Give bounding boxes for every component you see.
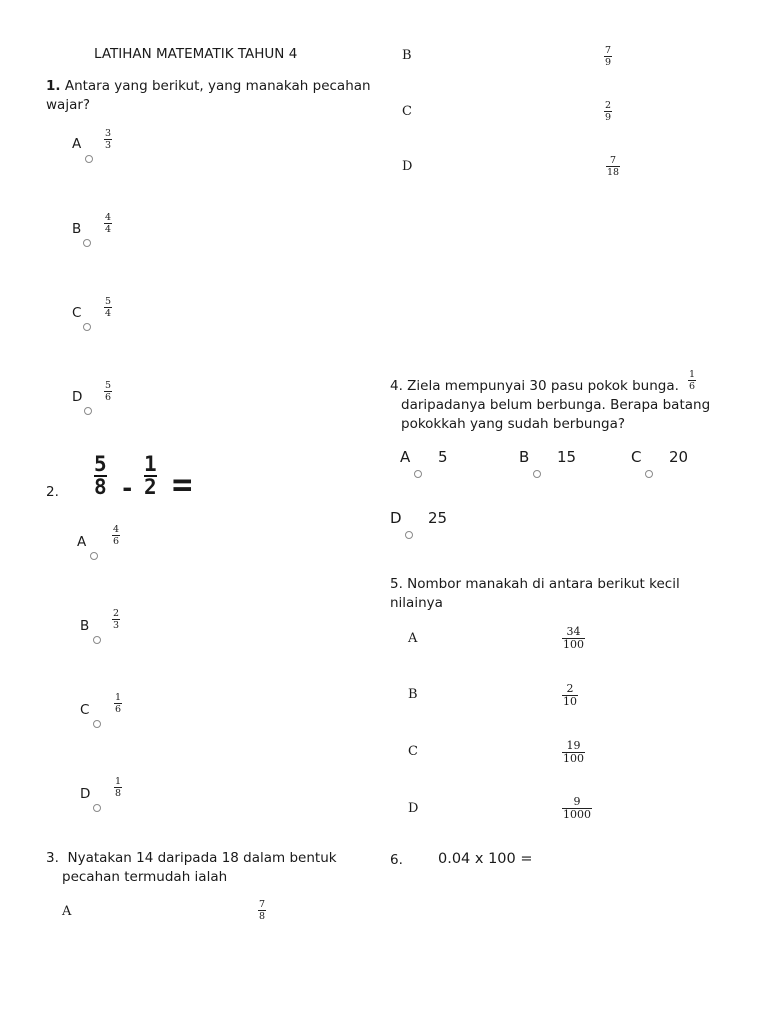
denominator: 6 <box>689 381 696 392</box>
question-6-expression: 0.04 x 100 = <box>438 851 533 867</box>
denominator: 8 <box>94 475 107 499</box>
q1-option-c-letter: C <box>72 305 82 321</box>
q1-option-d-letter: D <box>72 389 83 405</box>
q1-option-a-letter: A <box>72 136 82 152</box>
numerator: 7 <box>259 899 266 910</box>
question-3-text-line1 <box>46 849 337 868</box>
denominator: 4 <box>105 224 112 235</box>
q2-option-b-radio[interactable] <box>93 636 101 644</box>
q4-option-d-radio[interactable] <box>405 531 413 539</box>
q2-option-d-radio[interactable] <box>93 804 101 812</box>
q2-option-c-letter: C <box>80 702 90 718</box>
numerator: 2 <box>566 682 574 695</box>
q3-option-c-letter: C <box>402 104 412 119</box>
question-1-number: 1. <box>46 78 61 94</box>
q4-option-a-radio[interactable] <box>414 470 422 478</box>
q5-option-b-fraction <box>562 684 578 707</box>
numerator: 1 <box>115 776 122 787</box>
denominator: 6 <box>113 536 120 547</box>
denominator: 100 <box>563 638 584 651</box>
q2-option-d-letter: D <box>80 786 91 802</box>
q5-option-a-letter: A <box>408 631 418 646</box>
question-4-text-line1: 4. Ziela mempunyai 30 pasu pokok bunga. <box>390 378 679 394</box>
denominator: 9 <box>605 112 612 123</box>
q4-option-c-letter: C <box>631 448 642 466</box>
q4-option-c-radio[interactable] <box>645 470 653 478</box>
question-3-text-line2: pecahan termudah ialah <box>62 869 228 885</box>
question-4-text-line3: pokokkah yang sudah berbunga? <box>401 416 626 432</box>
numerator: 5 <box>105 380 112 391</box>
question-1-text: Antara yang berikut, yang manakah pecahan <box>64 78 371 94</box>
numerator: 4 <box>113 524 120 535</box>
q2-expression-minus: - <box>120 474 135 502</box>
q2-option-b-fraction <box>112 609 120 630</box>
q2-option-a-fraction <box>112 525 120 546</box>
q4-option-c-value: 20 <box>669 448 689 466</box>
denominator: 9 <box>605 57 612 68</box>
q1-option-d-radio[interactable] <box>84 407 92 415</box>
numerator: 4 <box>105 212 112 223</box>
q4-option-b-radio[interactable] <box>533 470 541 478</box>
denominator: 3 <box>113 620 120 631</box>
q5-option-b-letter: B <box>408 687 418 702</box>
q1-option-b-fraction <box>104 213 112 234</box>
question-3-number: 3. <box>46 850 59 866</box>
numerator: 3 <box>105 128 112 139</box>
numerator: 2 <box>113 608 120 619</box>
question-1-text-line2: wajar? <box>46 97 91 113</box>
q2-option-b-letter: B <box>80 618 90 634</box>
denominator: 4 <box>105 308 112 319</box>
question-4-text-line2: daripadanya belum berbunga. Berapa batang <box>401 397 711 413</box>
denominator: 3 <box>105 140 112 151</box>
q2-expression-equals: = <box>172 465 193 505</box>
numerator: 7 <box>605 45 612 56</box>
q2-option-a-radio[interactable] <box>90 552 98 560</box>
question-5-text-line1: 5. Nombor manakah di antara berikut kecil <box>390 576 680 592</box>
q5-option-a-fraction <box>562 627 585 650</box>
q4-option-b-value: 15 <box>557 448 577 466</box>
q1-option-c-fraction <box>104 297 112 318</box>
q1-option-b-letter: B <box>72 221 82 237</box>
numerator: 9 <box>573 795 581 808</box>
q2-expression-fraction-b <box>144 452 157 499</box>
q4-option-a-value: 5 <box>438 448 448 466</box>
question-3-text: Nyatakan 14 daripada 18 dalam bentuk <box>67 850 337 866</box>
q5-option-c-letter: C <box>408 744 418 759</box>
q4-text-fraction <box>688 370 696 391</box>
q3-option-a-letter: A <box>62 904 72 919</box>
question-2-number: 2. <box>46 484 59 500</box>
denominator: 6 <box>105 392 112 403</box>
numerator: 2 <box>605 100 612 111</box>
denominator: 8 <box>259 911 266 922</box>
question-6-number: 6. <box>390 852 403 868</box>
numerator: 1 <box>144 452 157 476</box>
numerator: 5 <box>105 296 112 307</box>
q2-expression-fraction-a <box>94 452 107 499</box>
q3-option-a-fraction <box>258 900 266 921</box>
q1-option-a-fraction <box>104 129 112 150</box>
q3-option-b-letter: B <box>402 48 412 63</box>
q2-option-d-fraction <box>114 777 122 798</box>
numerator: 19 <box>566 739 581 752</box>
denominator: 100 <box>563 752 584 765</box>
q2-option-c-radio[interactable] <box>93 720 101 728</box>
q1-option-c-radio[interactable] <box>83 323 91 331</box>
denominator: 8 <box>115 788 122 799</box>
q3-option-d-fraction <box>606 156 620 177</box>
q4-option-a-letter: A <box>400 448 411 466</box>
denominator: 6 <box>115 704 122 715</box>
q2-option-c-fraction <box>114 693 122 714</box>
q4-option-d-letter: D <box>390 509 402 527</box>
q3-option-c-fraction <box>604 101 612 122</box>
q5-option-d-letter: D <box>408 801 419 816</box>
denominator: 10 <box>563 695 577 708</box>
q1-option-d-fraction <box>104 381 112 402</box>
denominator: 2 <box>144 475 157 499</box>
numerator: 1 <box>689 369 696 380</box>
denominator: 1000 <box>563 808 591 821</box>
q1-option-b-radio[interactable] <box>83 239 91 247</box>
q3-option-b-fraction <box>604 46 612 67</box>
numerator: 34 <box>566 625 581 638</box>
worksheet-title: LATIHAN MATEMATIK TAHUN 4 <box>94 46 298 62</box>
q2-option-a-letter: A <box>77 534 87 550</box>
numerator: 5 <box>94 452 107 476</box>
numerator: 7 <box>610 155 617 166</box>
q5-option-c-fraction <box>562 741 585 764</box>
q1-option-a-radio[interactable] <box>85 155 93 163</box>
question-1-text-line1 <box>46 77 371 96</box>
denominator: 18 <box>607 167 620 178</box>
numerator: 1 <box>115 692 122 703</box>
q4-option-d-value: 25 <box>428 509 448 527</box>
q4-option-b-letter: B <box>519 448 530 466</box>
question-5-text-line2: nilainya <box>390 595 443 611</box>
q5-option-d-fraction <box>562 797 592 820</box>
q3-option-d-letter: D <box>402 159 413 174</box>
